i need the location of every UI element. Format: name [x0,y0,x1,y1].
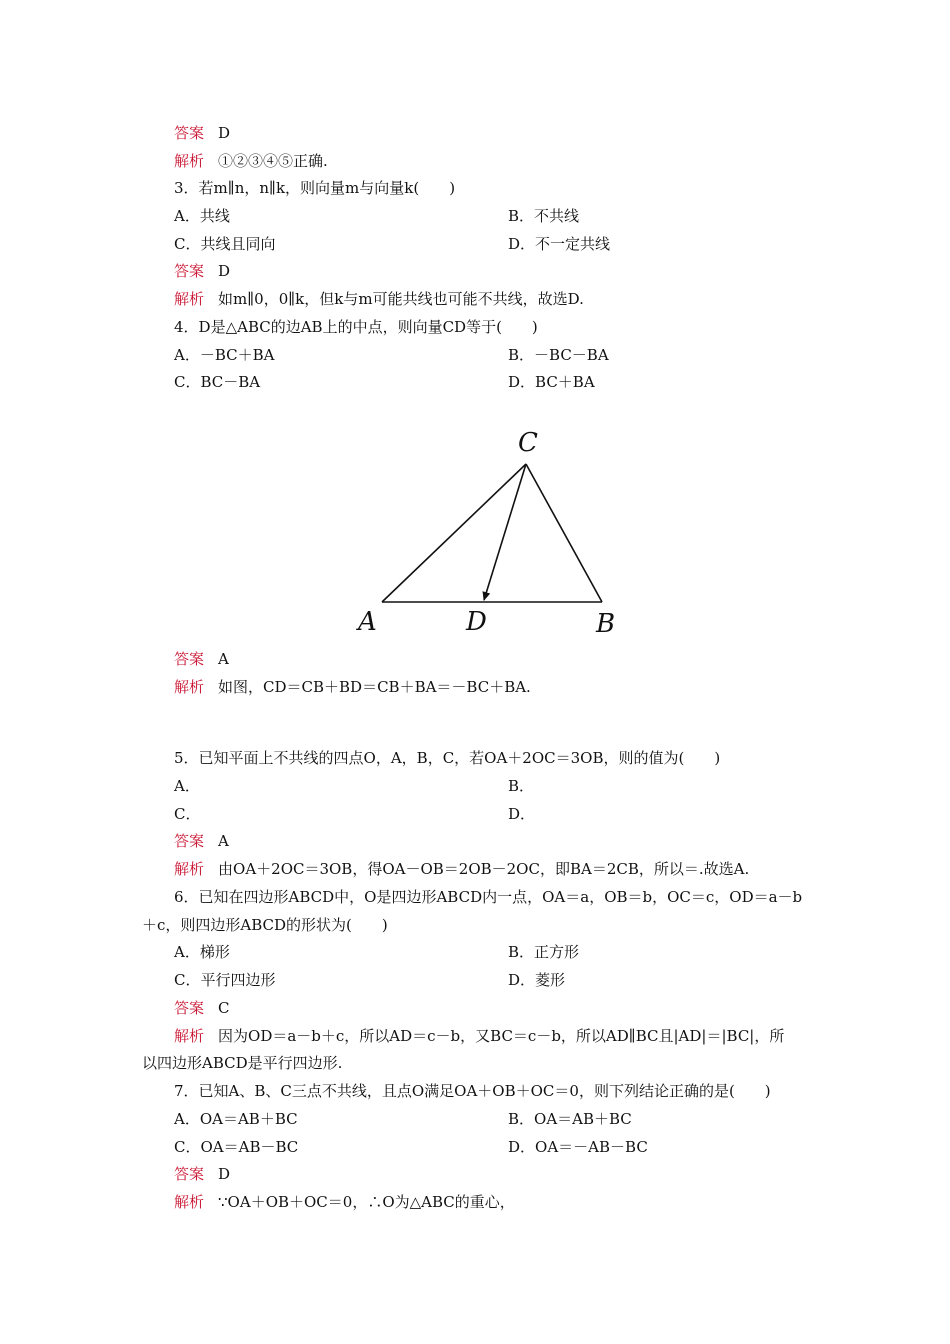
option-b: B．－BC－BA [508,346,609,364]
triangle-figure [352,424,624,640]
answer-label: 答案 [174,999,205,1017]
option-a: A．梯形 [174,943,230,961]
question-stem: 3．若m∥n，n∥k，则向量m与向量k( ) [174,179,456,197]
option-c: C．OA＝AB－BC [174,1138,299,1156]
side-cb [526,464,602,602]
answer-value: A [218,650,229,668]
question-stem: 7．已知A、B、C三点不共线，且点O满足OA＋OB＋OC＝0，则下列结论正确的是( ) [174,1082,771,1100]
option-b: B． [508,777,535,795]
answer-value: A [218,832,229,850]
question-stem-continued: ＋c，则四边形ABCD的形状为( ) [142,916,388,934]
answer-label: 答案 [174,1165,205,1183]
option-a: A．共线 [174,207,230,225]
analysis-text: ∵OA＋OB＋OC＝0，∴O为△ABC的重心， [218,1193,515,1211]
analysis-label: 解析 [174,152,205,170]
vertex-label-c: C [518,428,538,458]
analysis-label: 解析 [174,860,205,878]
option-a: A．－BC＋BA [174,346,275,364]
analysis-label: 解析 [174,290,205,308]
option-b: B．OA＝AB＋BC [508,1110,632,1128]
point-label-d: D [466,607,487,637]
answer-line [174,829,229,853]
analysis-label: 解析 [174,1193,205,1211]
answer-value: D [218,1165,231,1183]
option-b: B．正方形 [508,943,580,961]
answer-label: 答案 [174,124,205,142]
analysis-label: 解析 [174,1027,205,1045]
question-stem: 5．已知平面上不共线的四点O，A，B，C，若OA＋2OC＝3OB，则的值为( ) [174,749,721,767]
analysis-text: 如图，CD＝CB＋BD＝CB＋BA＝－BC＋BA. [218,678,531,696]
answer-value: D [218,124,231,142]
question-stem: 4．D是△ABC的边AB上的中点，则向量CD等于( ) [174,318,538,336]
vertex-label-a: A [358,607,377,637]
analysis-text-continued: 以四边形ABCD是平行四边形. [142,1054,343,1072]
analysis-line [174,857,749,881]
analysis-line [174,287,584,311]
option-c: C．共线且同向 [174,235,276,253]
answer-label: 答案 [174,262,205,280]
answer-line [174,647,229,671]
option-d: D．菱形 [508,971,566,989]
answer-line [174,996,230,1020]
option-a: A．OA＝AB＋BC [174,1110,298,1128]
option-d: D． [508,805,536,823]
option-a: A． [174,777,200,795]
analysis-line [174,1190,515,1214]
option-d: D．BC＋BA [508,373,595,391]
analysis-label: 解析 [174,678,205,696]
analysis-text: 因为OD＝a－b＋c，所以AD＝c－b，又BC＝c－b，所以AD∥BC且|AD|＝|BC|，所 [218,1027,785,1045]
analysis-text: ①②③④⑤正确. [218,152,328,170]
answer-line [174,1162,230,1186]
answer-line [174,259,230,283]
option-c: C．平行四边形 [174,971,276,989]
answer-value: C [218,999,230,1017]
answer-label: 答案 [174,650,205,668]
vertex-label-b: B [596,609,616,639]
analysis-text: 如m∥0，0∥k，但k与m可能共线也可能不共线，故选D. [218,290,584,308]
question-stem: 6．已知在四边形ABCD中，O是四边形ABCD内一点，OA＝a，OB＝b，OC＝c，OD＝a－b [174,888,803,906]
option-c: C．BC－BA [174,373,261,391]
answer-label: 答案 [174,832,205,850]
analysis-text: 由OA＋2OC＝3OB，得OA－OB＝2OB－2OC，即BA＝2CB，所以＝.故选A. [218,860,750,878]
analysis-line [174,675,531,699]
analysis-line [174,149,328,173]
option-d: D．OA＝－AB－BC [508,1138,648,1156]
answer-line [174,121,230,145]
option-b: B．不共线 [508,207,580,225]
option-c: C． [174,805,201,823]
analysis-line [174,1024,784,1048]
answer-value: D [218,262,231,280]
triangle-diagram [352,424,624,640]
option-d: D．不一定共线 [508,235,611,253]
